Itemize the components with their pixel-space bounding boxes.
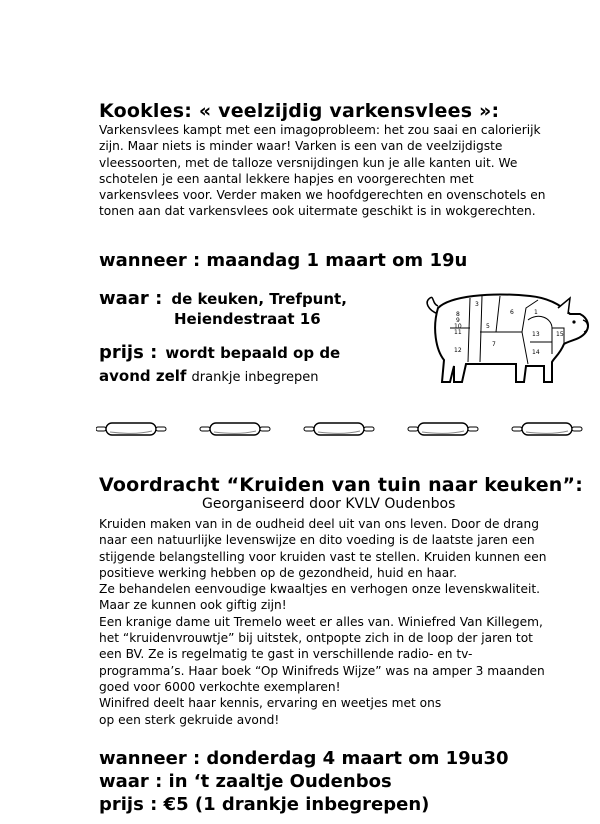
pig-cut-number: 13: [532, 331, 540, 338]
text-line: Maar ze kunnen ook giftig zijn!: [99, 598, 287, 613]
voordracht-wanneer: wanneer : donderdag 4 maart om 19u30: [99, 748, 509, 769]
rolling-pin-icon: [96, 423, 166, 435]
text-line: schotelen je een aantal lekkere hapjes en voorgerechten met: [99, 171, 474, 186]
text-line: Varkensvlees kampt met een imagoprobleem: het zou saai en calorierijk: [99, 123, 541, 137]
text-line: Kruiden maken van in de oudheid deel uit van ons leven. Door de drang: [99, 517, 539, 531]
kookles-waar: [99, 288, 347, 309]
pig-cut-number: 8: [456, 311, 460, 318]
pig-cut-number: 7: [492, 341, 496, 348]
pig-cut-number: 10: [454, 323, 462, 330]
text-line: zijn. Maar niets is minder waar! Varken is een van de veelzijdigste: [99, 139, 503, 154]
text-line: positieve werking hebben op de gezondheid, huid en haar.: [99, 565, 458, 580]
prijs-label: prijs :: [99, 342, 158, 363]
text-line: op een sterk gekruide avond!: [99, 712, 280, 727]
voordracht-title: Voordracht “Kruiden van tuin naar keuken”:: [99, 474, 583, 496]
text-line: Ze behandelen eenvoudige kwaaltjes en verhogen onze levenskwaliteit.: [99, 582, 540, 597]
pig-cut-number: 12: [454, 347, 462, 354]
pig-cut-number: 14: [532, 349, 540, 356]
kookles-prijs-line2: [99, 366, 319, 385]
voordracht-waar: waar : in ‘t zaaltje Oudenbos: [99, 771, 392, 792]
waar-value-line1: de keuken, Trefpunt,: [171, 290, 347, 308]
pig-cut-number: 5: [486, 323, 490, 330]
text-line: goed voor 6000 verkochte exemplaren!: [99, 679, 341, 694]
pig-cuts-illustration: [420, 284, 592, 388]
text-line: een BV. Ze is regelmatig te gast in verschillende radio- en tv-: [99, 647, 473, 662]
text-line: tonen aan dat varkensvlees ook uitermate geschikt is in wokgerechten.: [99, 204, 536, 219]
kookles-prijs: [99, 342, 340, 363]
kookles-wanneer: wanneer : maandag 1 maart om 19u: [99, 250, 468, 271]
text-line: programma’s. Haar boek “Op Winifreds Wijze” was na amper 3 maanden: [99, 663, 545, 678]
pig-cut-number: 1: [534, 309, 538, 316]
rolling-pin-icon: [200, 423, 270, 435]
prijs-bold: avond zelf: [99, 367, 187, 385]
pig-cut-number: 3: [475, 301, 479, 308]
voordracht-prijs: prijs : €5 (1 drankje inbegrepen): [99, 794, 430, 815]
pig-cut-number: 15: [556, 331, 564, 338]
text-line: varkensvlees voor. Verder maken we hoofdgerechten en ovenschotels en: [99, 188, 546, 203]
waar-value-line2: Heiendestraat 16: [174, 310, 321, 328]
rolling-pin-icon: [408, 423, 478, 435]
rolling-pin-divider: [96, 416, 596, 444]
text-line: het “kruidenvrouwtje” bij uitstek, ontpopte zich in de loop der jaren tot: [99, 631, 533, 646]
voordracht-subtitle: Georganiseerd door KVLV Oudenbos: [202, 496, 456, 512]
text-line: Winifred deelt haar kennis, ervaring en weetjes met ons: [99, 696, 442, 711]
pig-cut-number: 9: [456, 317, 460, 324]
voordracht-description: [99, 516, 546, 728]
prijs-note: drankje inbegrepen: [191, 370, 319, 385]
prijs-value: wordt bepaald op de: [165, 344, 341, 362]
text-line: Een kranige dame uit Tremelo weet er alles van. Winiefred Van Killegem,: [99, 614, 543, 629]
rolling-pin-icon: [512, 423, 582, 435]
text-line: stijgende belangstelling voor kruiden vast te stellen. Kruiden kunnen een: [99, 549, 547, 564]
pig-cut-number: 11: [454, 329, 462, 336]
kookles-description: [99, 122, 545, 220]
text-line: vleessoorten, met de talloze versnijdingen kun je alle kanten uit. We: [99, 155, 518, 170]
kookles-title: Kookles: « veelzijdig varkensvlees »:: [99, 100, 500, 122]
waar-label: waar :: [99, 288, 163, 309]
pig-cut-number: 6: [510, 309, 514, 316]
text-line: naar een natuurlijke levenswijze en dito voeding is de laatste jaren een: [99, 533, 535, 548]
rolling-pin-icon: [304, 423, 374, 435]
